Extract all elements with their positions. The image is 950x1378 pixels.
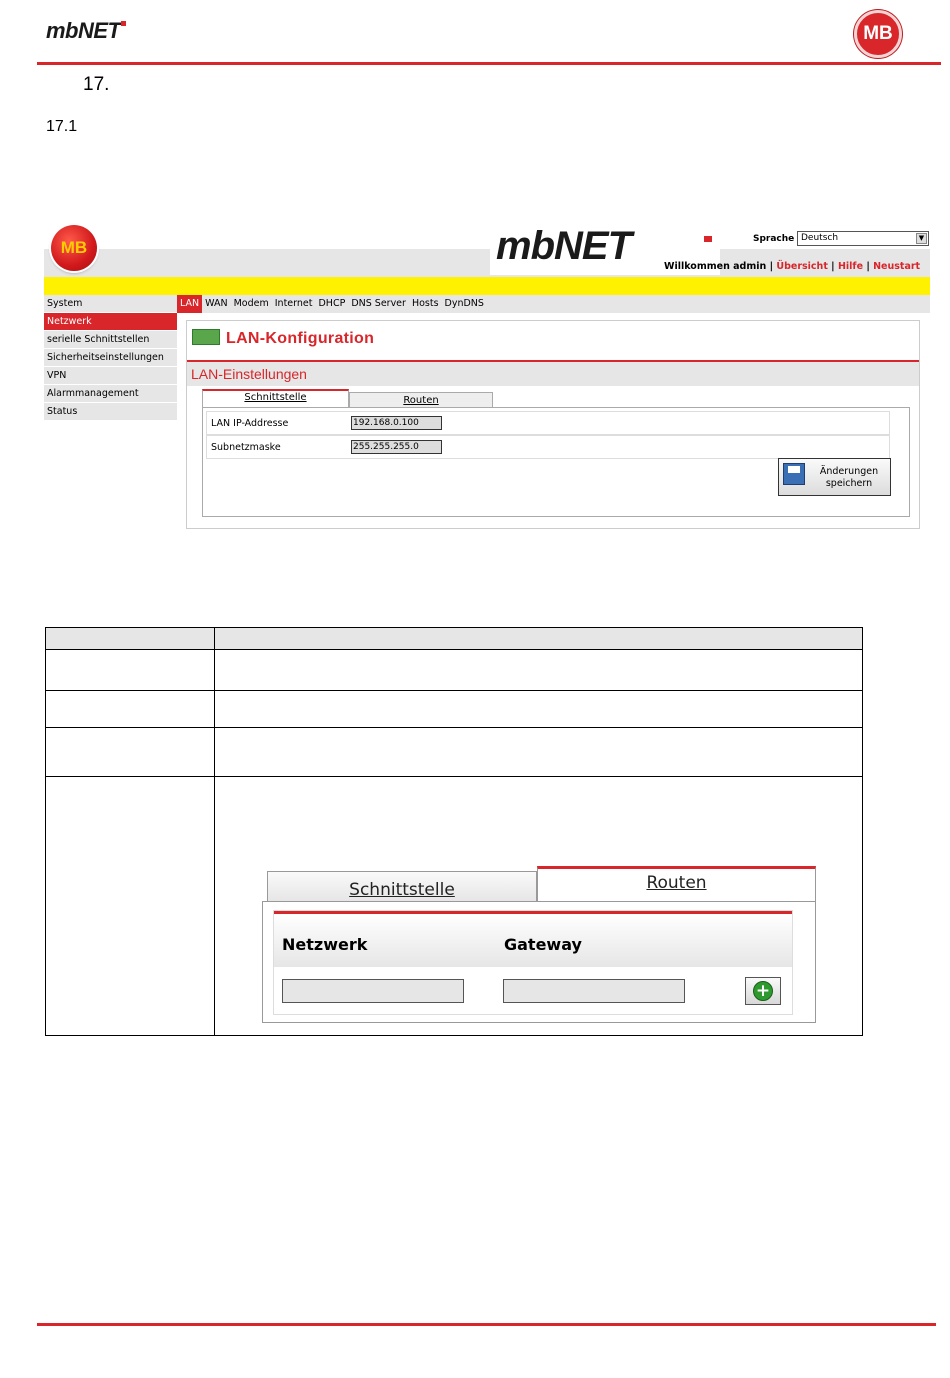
subtab-schnittstelle[interactable]: Schnittstelle xyxy=(202,389,349,407)
chevron-down-icon[interactable]: ▼ xyxy=(916,233,927,244)
network-tab-bar xyxy=(177,295,930,313)
tab-routen[interactable]: Routen xyxy=(537,866,816,901)
chapter-number: 17. xyxy=(83,74,110,95)
table-header-cell xyxy=(215,628,863,650)
language-select-value: Deutsch xyxy=(801,233,839,243)
panel-title-text: LAN-Konfiguration xyxy=(226,330,375,347)
column-gateway: Gateway xyxy=(504,935,582,954)
table-cell xyxy=(46,728,215,777)
tab-lan[interactable]: LAN xyxy=(177,295,202,313)
tab-dyndns[interactable]: DynDNS xyxy=(444,298,484,309)
subtab-routen[interactable]: Routen xyxy=(349,392,493,408)
lan-form xyxy=(202,407,910,517)
link-hilfe[interactable]: Hilfe xyxy=(837,261,864,272)
save-changes-button[interactable] xyxy=(778,458,891,496)
tab-internet[interactable]: Internet xyxy=(274,298,313,309)
table-header-row xyxy=(46,628,863,650)
ip-address-label: LAN IP-Addresse xyxy=(211,418,289,429)
header-rule xyxy=(37,62,941,65)
plus-icon: + xyxy=(753,981,773,1001)
mb-badge-logo: MB xyxy=(854,10,902,58)
section-title: LAN-Einstellungen xyxy=(191,366,307,382)
table-row xyxy=(46,728,863,777)
column-network: Netzwerk xyxy=(282,935,368,954)
routes-screenshot xyxy=(262,866,818,1024)
link-uebersicht[interactable]: Übersicht xyxy=(776,261,828,272)
document-logo xyxy=(46,18,126,44)
lan-config-screenshot xyxy=(44,221,930,531)
brand-logo: mbNET xyxy=(496,224,631,268)
yellow-band xyxy=(44,277,930,295)
lan-config-panel xyxy=(186,320,920,529)
network-input[interactable] xyxy=(282,979,464,1003)
sidebar-item-sicherheitseinstellungen[interactable]: Sicherheitseinstellungen xyxy=(44,349,177,367)
routes-box xyxy=(262,901,816,1023)
tab-modem[interactable]: Modem xyxy=(233,298,269,309)
network-card-icon xyxy=(192,329,220,345)
sidebar-item-netzwerk[interactable]: Netzwerk xyxy=(44,313,177,331)
language-select[interactable] xyxy=(797,231,929,246)
sidebar-item-system[interactable]: System xyxy=(44,295,177,313)
tab-dns-server[interactable]: DNS Server xyxy=(351,298,406,309)
sidebar-item-status[interactable]: Status xyxy=(44,403,177,421)
table-cell xyxy=(215,728,863,777)
subnet-mask-label: Subnetzmaske xyxy=(211,442,281,453)
subnet-mask-input[interactable]: 255.255.255.0 xyxy=(351,440,442,454)
table-header-cell xyxy=(46,628,215,650)
logo-mark-icon xyxy=(121,21,126,26)
floppy-disk-icon xyxy=(783,463,805,485)
form-row-ip xyxy=(206,411,890,435)
tab-dhcp[interactable]: DHCP xyxy=(318,298,346,309)
brand-mark-icon xyxy=(704,236,712,242)
footer-rule xyxy=(37,1323,936,1326)
sidebar-item-alarmmanagement[interactable]: Alarmmanagement xyxy=(44,385,177,403)
tab-wan[interactable]: WAN xyxy=(205,298,228,309)
ip-address-input[interactable]: 192.168.0.100 xyxy=(351,416,442,430)
table-cell xyxy=(46,777,215,1036)
document-logo-text: mbNET xyxy=(46,18,121,43)
tab-hosts[interactable]: Hosts xyxy=(411,298,439,309)
top-links: Willkommen admin | Übersicht | Hilfe | Neustart xyxy=(664,261,921,272)
section-number: 17.1 xyxy=(46,118,78,135)
table-cell xyxy=(46,691,215,728)
add-route-button[interactable] xyxy=(745,977,781,1005)
form-row-subnet xyxy=(206,435,890,459)
mb-logo-icon: MB xyxy=(51,225,97,271)
sidebar-item-serielle-schnittstellen[interactable]: serielle Schnittstellen xyxy=(44,331,177,349)
table-cell xyxy=(215,691,863,728)
table-row xyxy=(46,691,863,728)
routes-table xyxy=(273,910,793,1015)
table-cell xyxy=(215,650,863,691)
table-row xyxy=(46,650,863,691)
link-neustart[interactable]: Neustart xyxy=(873,261,921,272)
sidebar xyxy=(44,295,177,421)
welcome-text: Willkommen admin xyxy=(664,261,767,272)
tab-schnittstelle[interactable]: Schnittstelle xyxy=(267,871,537,901)
sidebar-item-vpn[interactable]: VPN xyxy=(44,367,177,385)
gateway-input[interactable] xyxy=(503,979,685,1003)
save-changes-label: Änderungen speichern xyxy=(819,466,879,489)
language-label: Sprache xyxy=(753,234,795,244)
panel-title xyxy=(192,329,374,348)
table-cell xyxy=(46,650,215,691)
